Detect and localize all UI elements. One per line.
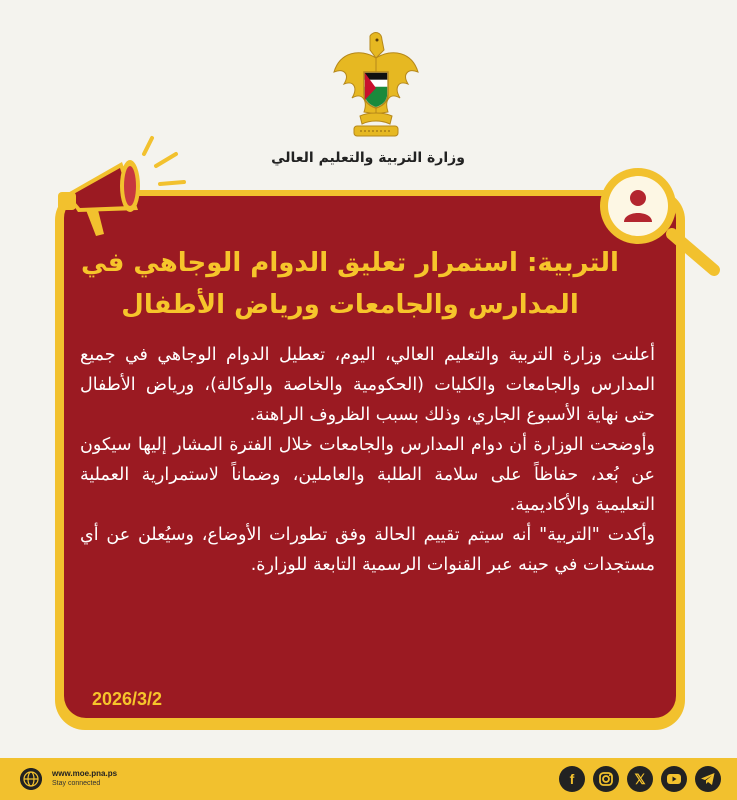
headline-line-2: المدارس والجامعات ورياض الأطفال — [121, 290, 579, 320]
article-paragraph: وأكدت "التربية" أنه سيتم تقييم الحالة وفق تطورات الأوضاع، وسيُعلن عن أي مستجدات في حينه عبر القنوات الرسمية التابعة للوزارة. — [80, 525, 655, 575]
headline-line-1: التربية: استمرار تعليق الدوام الوجاهي في — [81, 248, 619, 278]
ministry-name: وزارة التربية والتعليم العالي — [271, 150, 465, 166]
footer-bar — [0, 758, 737, 800]
post-date: 2026/3/2 — [92, 689, 163, 709]
article-body — [80, 340, 655, 580]
instagram-icon[interactable] — [593, 766, 619, 792]
megaphone-icon — [52, 132, 192, 242]
article-paragraph: وأوضحت الوزارة أن دوام المدارس والجامعات خلال الفترة المشار إليها سيكون عن بُعد، حفاظاً على سلامة الطلبة والعاملين، وضماناً لاستمرارية العملية التعليمية والأكاديمية. — [80, 435, 655, 515]
facebook-icon[interactable]: f — [559, 766, 585, 792]
telegram-icon[interactable] — [695, 766, 721, 792]
palestine-eagle-emblem — [330, 28, 422, 146]
article-paragraph: أعلنت وزارة التربية والتعليم العالي، اليوم، تعطيل الدوام الوجاهي في جميع المدارس والجامعات والكليات (الحكومية والخاصة والوكالة)، ورياض الأطفال حتى نهاية الأسبوع الجاري، وذلك بسبب الظروف الراهنة. — [80, 345, 655, 425]
x-icon[interactable]: 𝕏 — [627, 766, 653, 792]
youtube-icon[interactable] — [661, 766, 687, 792]
website-url: www.moe.pna.ps — [52, 769, 118, 778]
footer-tagline: Stay connected — [52, 780, 101, 787]
globe-icon — [20, 768, 42, 790]
